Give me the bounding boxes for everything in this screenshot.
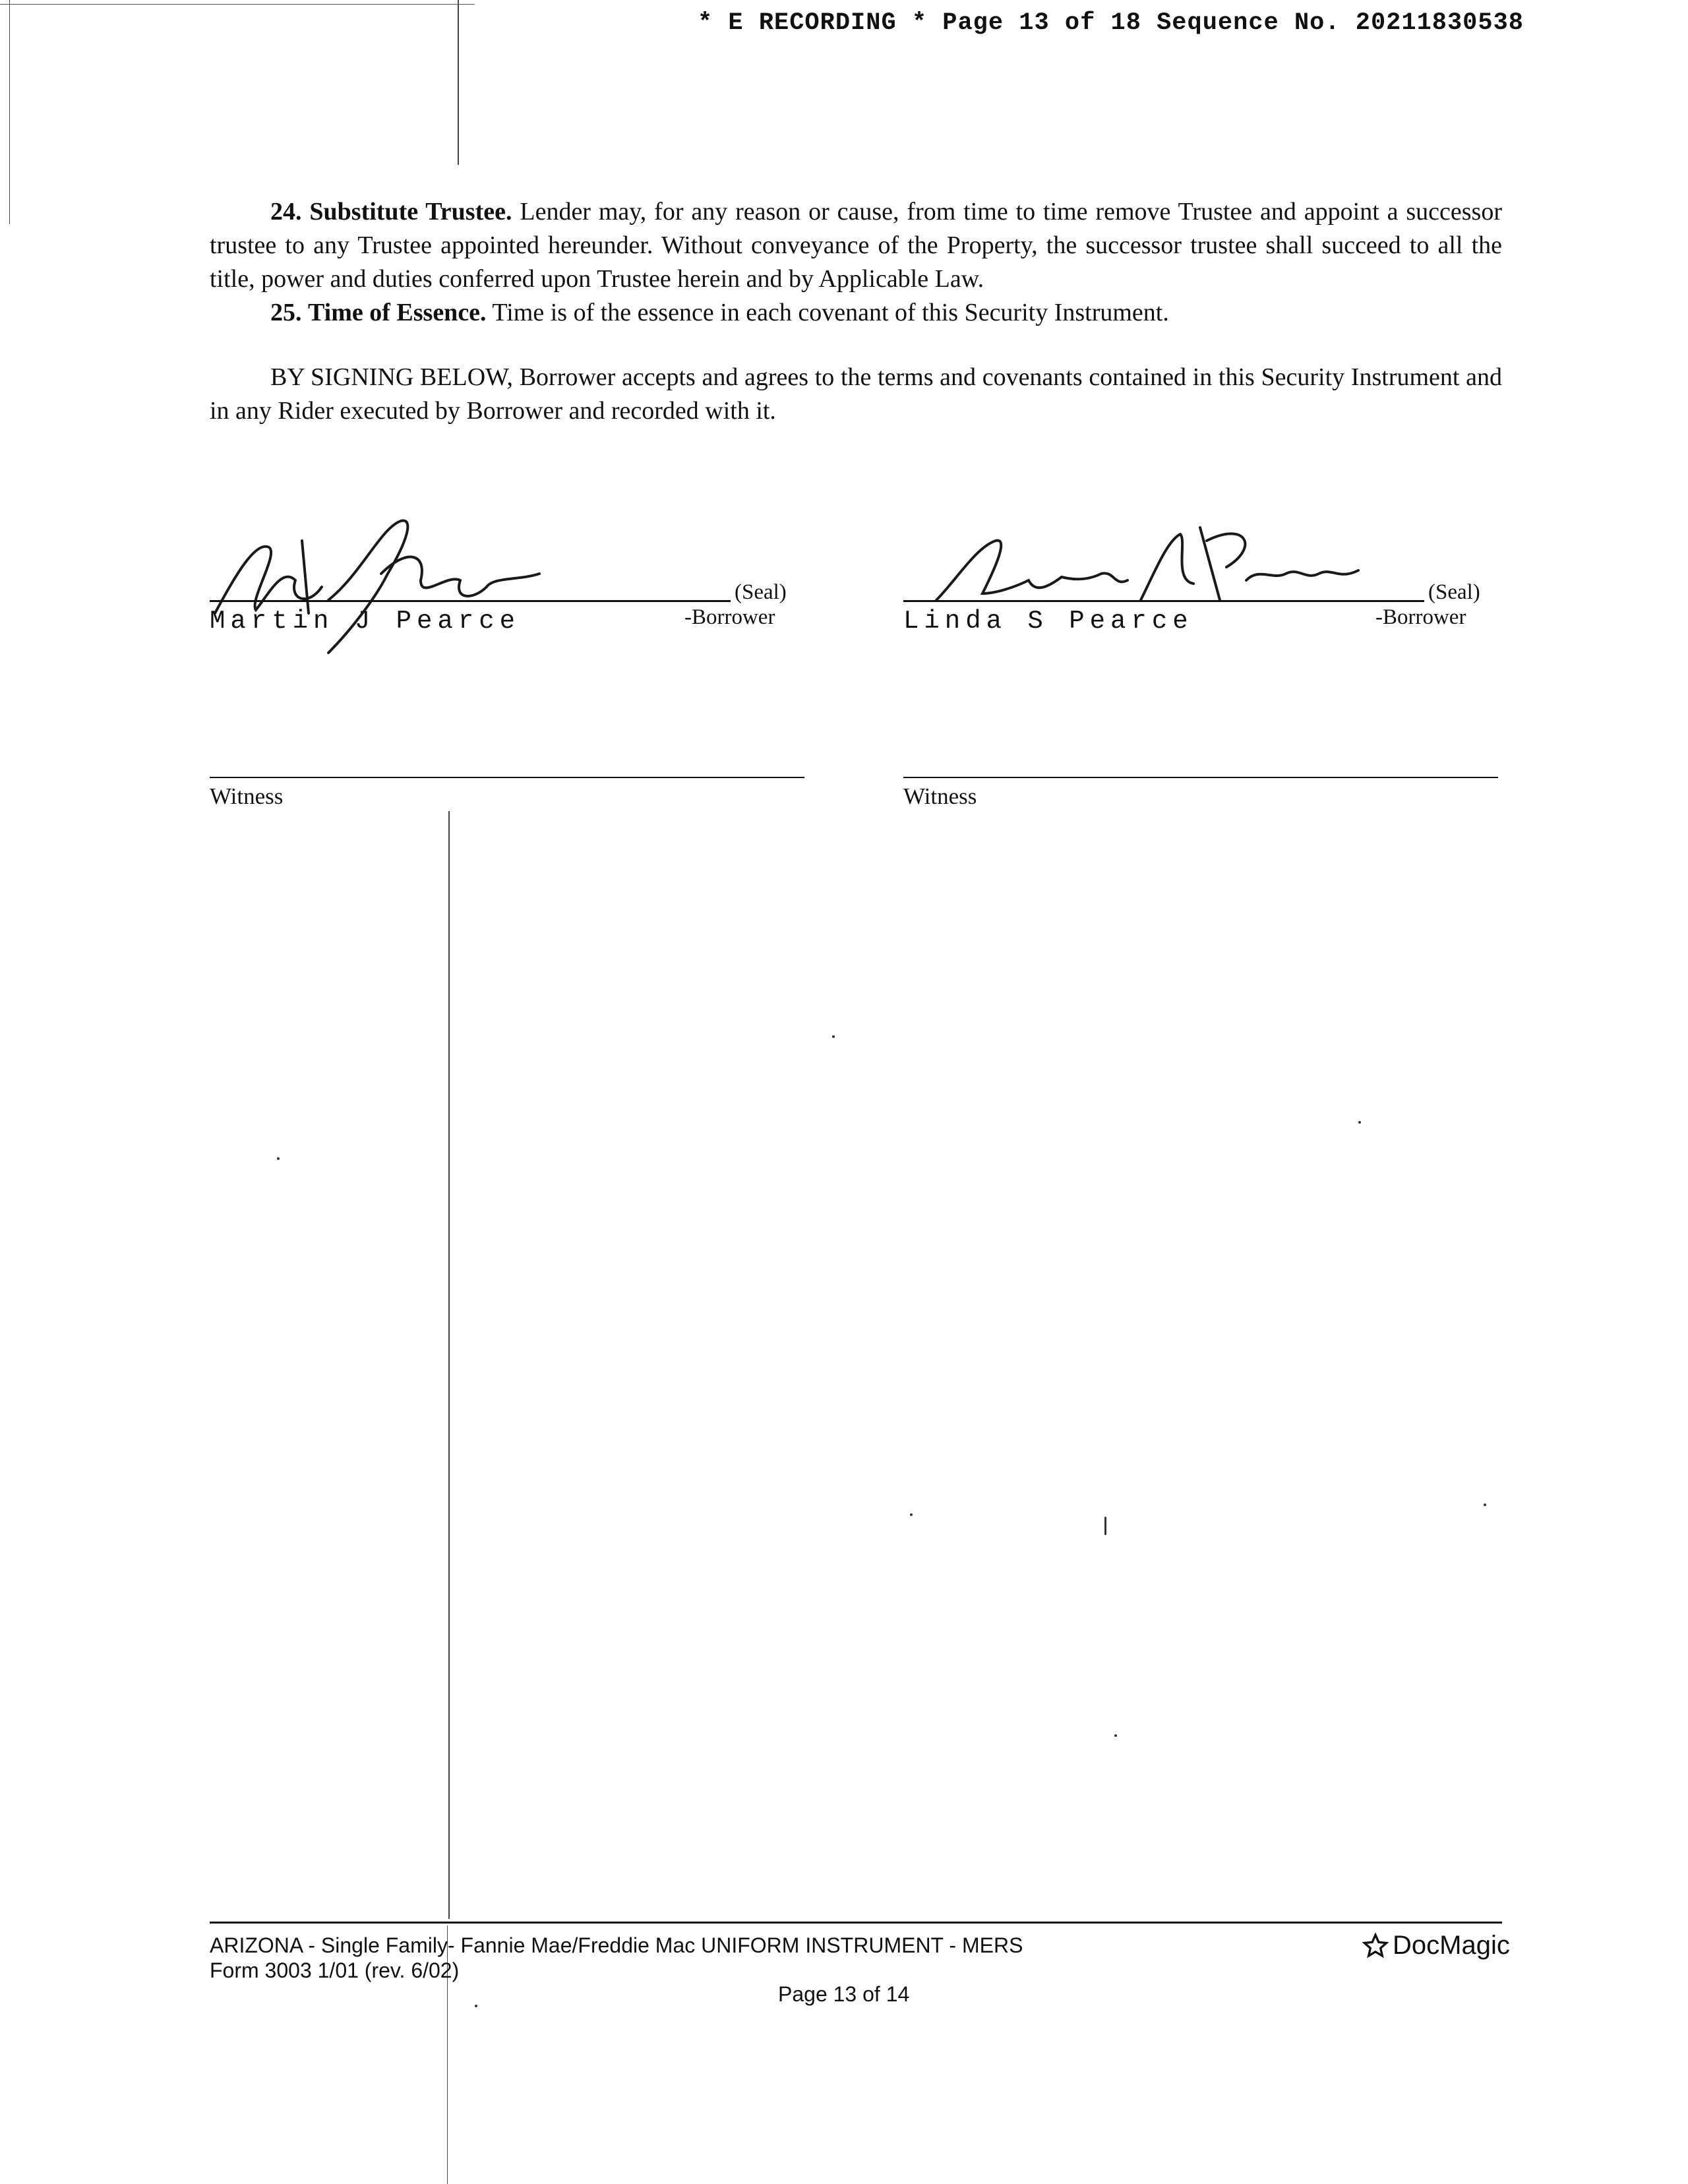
recording-header: * E RECORDING * Page 13 of 18 Sequence No. 20211830538: [698, 9, 1524, 37]
scan-artifact-line: [458, 0, 459, 165]
scan-speck: [1358, 1121, 1361, 1124]
signature-block-borrower-1: [210, 488, 803, 818]
section-title: Substitute Trustee.: [309, 198, 512, 226]
form-title: ARIZONA - Single Family- Fannie Mae/Freddie Mac UNIFORM INSTRUMENT - MERS: [210, 1933, 1023, 1957]
section-number: 25.: [270, 299, 302, 326]
scan-artifact-line: [448, 811, 450, 1919]
signer-name: Martin J Pearce: [210, 607, 521, 636]
witness-label: Witness: [903, 783, 977, 809]
handwritten-signature: [917, 514, 1378, 620]
scan-artifact-line: [0, 4, 475, 5]
witness-label: Witness: [210, 783, 284, 809]
section-text: Time is of the essence in each covenant of this Security Instrument.: [492, 299, 1169, 326]
form-number: Form 3003 1/01 (rev. 6/02): [210, 1958, 460, 1982]
signer-name: Linda S Pearce: [903, 607, 1193, 636]
page-number: Page 13 of 14: [778, 1982, 910, 2006]
section-25: [210, 296, 1502, 330]
seal-label: (Seal): [1428, 580, 1480, 604]
scan-speck: [832, 1035, 835, 1038]
scan-speck: [910, 1513, 913, 1516]
section-24: [210, 195, 1502, 296]
witness-line: [210, 777, 804, 778]
scan-speck: [1484, 1503, 1486, 1506]
signer-role: -Borrower: [684, 605, 775, 629]
handwritten-signature: [210, 501, 553, 659]
signer-role: -Borrower: [1375, 605, 1466, 629]
brand-name: DocMagic: [1393, 1931, 1510, 1960]
signature-block-borrower-2: [903, 488, 1497, 818]
seal-label: (Seal): [735, 580, 787, 604]
scan-speck: [277, 1157, 280, 1160]
scan-speck: [1104, 1517, 1106, 1535]
scan-speck: [475, 2005, 477, 2007]
document-body: [210, 195, 1502, 428]
section-number: 24.: [270, 198, 302, 226]
docmagic-logo: [1362, 1931, 1510, 1960]
footer-rule: [210, 1922, 1502, 1924]
section-title: Time of Essence.: [308, 299, 487, 326]
section-text: Lender may, for any reason or cause, from time to time remove Trustee and appoint a successor trustee to any Trustee appointed hereunder. Without conveyance of the Property, the successor trustee shall succeed to all the title, power and duties conferred upon Trustee herein and by Applicable Law.: [210, 198, 1502, 293]
signature-line: [210, 600, 731, 602]
scan-artifact-line: [9, 0, 10, 224]
scan-speck: [1114, 1734, 1117, 1737]
witness-line: [903, 777, 1498, 778]
acceptance-statement: BY SIGNING BELOW, Borrower accepts and agrees to the terms and covenants contained in this Security Instrument and in any Rider executed by Borrower and recorded with it.: [210, 363, 1502, 425]
signature-line: [903, 600, 1424, 602]
star-outline-icon: [1362, 1933, 1389, 1959]
